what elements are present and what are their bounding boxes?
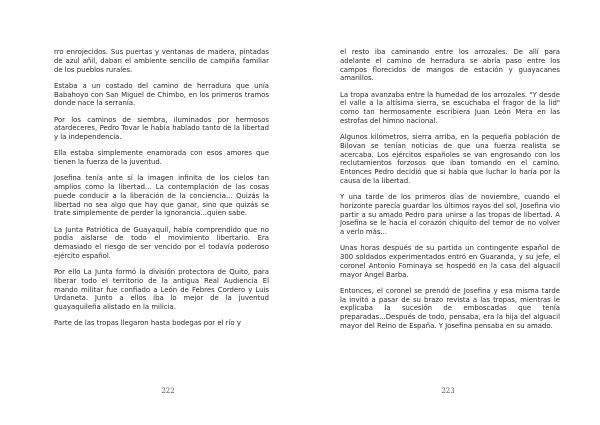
paragraph: Por ello La Junta formó la división protectora de Quito, para liberar todo el territorio de la antigua Real Audiencia El mando militar fue confiado a León de Febres Cordero y Luis Urdaneta. Junto a ellos iba lo mejor de la juventud guayaquileña alistado en la milicia. — [54, 268, 269, 311]
page-number: 223 — [441, 387, 455, 395]
paragraph: rro enrojecidos. Sus puertas y ventanas de madera, pintadas de azul añil, daban el ambiente sencillo de campiña familiar de los pueblos rurales. — [54, 48, 269, 74]
paragraph: el resto iba caminando entre los arrozales. De allí para adelante el camino de herradura se abría paso entre los campos florecidos de mangos de estación y guayacanes amarillos. — [340, 48, 560, 83]
paragraph: La Junta Patriótica de Guayaquil, había comprendido que no podía aislarse de todo el movimiento libertario. Era demasiado el riesgo de ser vencido por el todavía poderoso ejército español. — [54, 225, 269, 260]
paragraph: Estaba a un costado del camino de herradura que unía Babahoyo con San Miguel de Chimbo, en los primeros tramos donde nace la serranía. — [54, 81, 269, 108]
paragraph: Algunos kilómetros, sierra arriba, en la pequeña población de Bilovan se tenían noticias de que una fuerza realista se acercaba. Los ejércitos españoles se van engrosando con los reclutamientos forzosos que iban tomando en el camino. Entonces Pedro decidió que si había que luchar lo haría por la causa de la libertad. — [340, 133, 560, 185]
paragraph: Parte de las tropas llegaron hasta bodegas por el río y — [54, 319, 241, 328]
right-page — [300, 0, 600, 425]
paragraph: Entonces, el coronel se prendó de Josefina y esa misma tarde la invitó a pasar de su brazo revista a las tropas, mientras le explicaba la sucesión de emboscadas que tenía preparadas...Después de todo, pensaba, era la hija del alguacil mayor del Reino de España. Y Josefina pensaba en su amado. — [340, 286, 560, 330]
right-page-text — [340, 48, 560, 338]
paragraph: La tropa avanzaba entre la humedad de los arrozales. "Y desde el valle a la altísima sierra, se escuchaba el fragor de la lid" como tan hermosamente escribiera Juan León Mera en las estrofas del himno nacional. — [340, 90, 560, 125]
paragraph: Por los caminos de siembra, iluminados por hermosos atardeceres, Pedro Tovar le había hablado tanto de la libertad y la independencia. — [54, 115, 269, 141]
left-page-text — [54, 48, 269, 336]
paragraph: Ella estaba simplemente enamorada con esos amores que tienen la fuerza de la juventud. — [54, 149, 269, 166]
paragraph: Unas horas después de su partida un contingente español de 300 soldados experimentados entró en Guaranda, y su jefe, el coronel Antonio Fominaya se hospedó en la casa del alguacil mayor Ángel Barba. — [340, 244, 560, 279]
paragraph: Y una tarde de los primeros días de noviembre, cuando el horizonte parecía guardar los últimos rayos del sol, Josefina vio partir a su amado Pedro para unirse a las tropas de libertad. A Josefina se le hacía el corazón chiquito del temor de no volver a verlo más... — [340, 193, 560, 236]
page-number: 222 — [161, 387, 175, 395]
paragraph: Josefina tenía ante sí la imagen infinita de los cielos tan amplios como la libertad... La contemplación de las cosas puede conducir a la liberación de la conciencia... Quizás la libertad no sea algo que hay que ganar, sino que quizás se trate simplemente de perder la ignorancia...quien sabe. — [54, 174, 269, 218]
